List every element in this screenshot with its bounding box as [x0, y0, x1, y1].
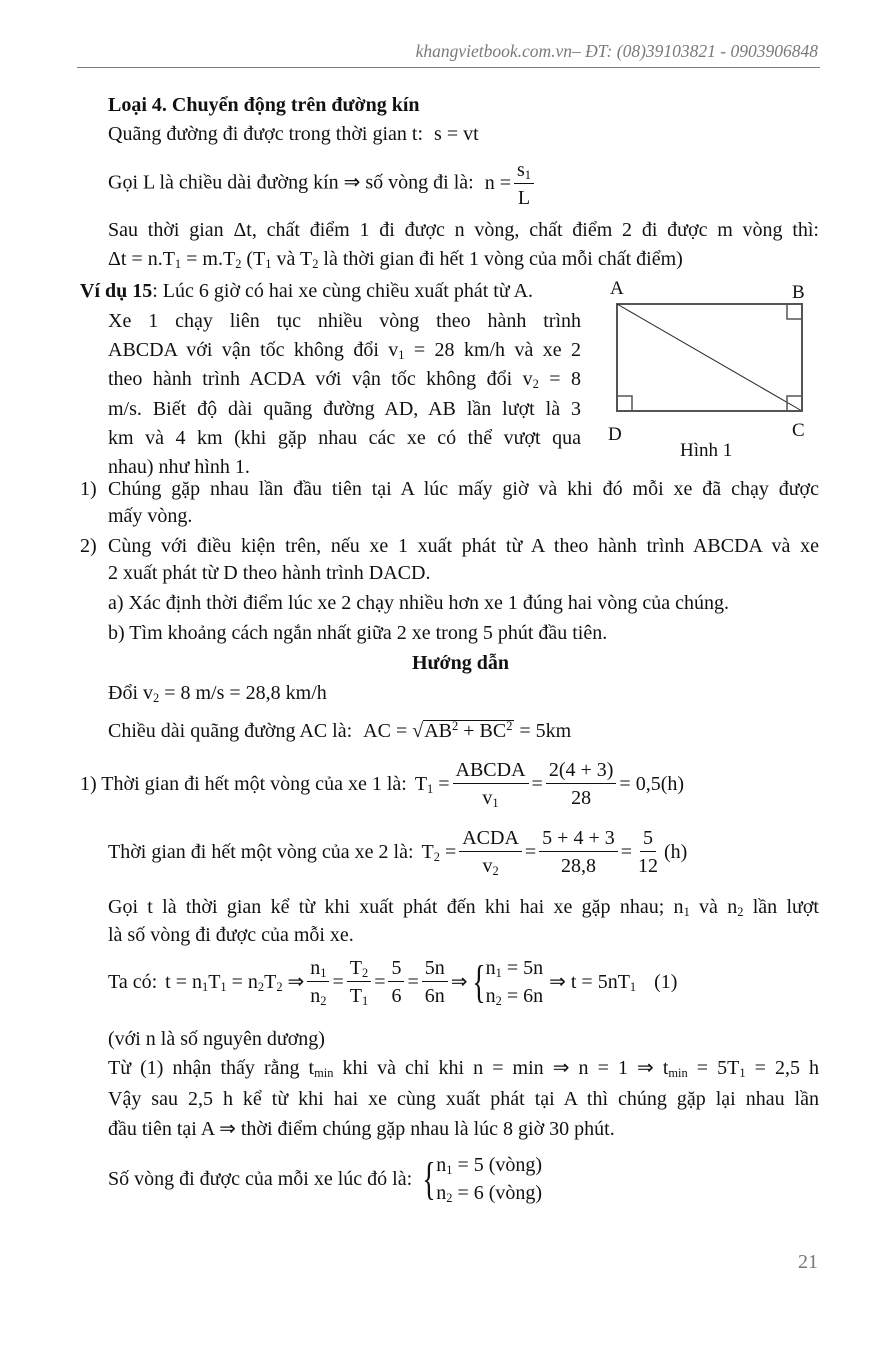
subscript: 1: [629, 980, 637, 995]
fraction: [635, 828, 661, 876]
solution-heading: [0, 653, 893, 673]
denominator: v: [482, 855, 493, 877]
subscript: 2: [235, 257, 242, 272]
text: Gọi t là thời gian kể từ khi xuất phát đến khi hai xe gặp nhau; n: [108, 896, 684, 918]
text: và n: [689, 896, 738, 918]
ac-length-line: [108, 720, 571, 741]
right-angle-b: [787, 304, 802, 319]
superscript: 2: [452, 719, 459, 734]
text: m/s. Biết độ dài quãng đường AD, AB lần lượt là 3: [108, 398, 581, 420]
text: T: [414, 773, 428, 795]
fraction: [539, 828, 618, 876]
text: Số vòng đi được của mỗi xe lúc đó là:: [108, 1168, 413, 1190]
fraction: [514, 160, 534, 208]
text: = 6 (vòng): [452, 1182, 543, 1204]
rectangle-figure: [600, 278, 825, 463]
text: Xe 1 chạy liên tục nhiều vòng theo hành trình: [108, 310, 581, 332]
numerator: 2(4 + 3): [546, 760, 617, 784]
text: + BC: [458, 720, 507, 742]
numerator: ACDA: [459, 828, 522, 852]
text: = 5T: [687, 1057, 740, 1079]
question-1-line-2: mấy vòng.: [108, 505, 193, 527]
text: = n: [226, 971, 258, 993]
denominator: L: [517, 187, 531, 209]
subscript: 1: [495, 966, 502, 981]
text: = 5 (vòng): [452, 1154, 543, 1176]
text: Thời gian đi hết một vòng của xe 2 là:: [108, 841, 414, 863]
text: n: [485, 957, 496, 979]
subscript: 2: [495, 994, 502, 1009]
subscript: min: [668, 1066, 688, 1081]
line-text: Sau thời gian Δt, chất điểm 1 đi được n vòng, chất điểm 2 đi được m vòng thì:: [108, 219, 819, 241]
conversion-line: [108, 682, 327, 706]
text: km và 4 km (khi gặp nhau các xe có thể vượt qua: [108, 427, 581, 449]
sqrt-sign: √: [412, 720, 424, 742]
subscript: 1: [524, 168, 531, 183]
example-line-1: [80, 281, 533, 301]
fraction: [388, 958, 404, 1006]
vertex-a: A: [610, 278, 624, 299]
tmin-line: [108, 1057, 820, 1081]
text: là thời gian đi hết 1 vòng của mỗi chất điểm): [318, 248, 683, 270]
text: : Lúc 6 giờ có hai xe cùng chiều xuất phát từ A.: [152, 280, 534, 302]
vertex-b: B: [792, 282, 805, 303]
right-angle-d: [617, 396, 632, 411]
subscript: 2: [433, 850, 440, 865]
figure-caption: Hình 1: [680, 440, 733, 461]
formula: s = vt: [434, 123, 479, 145]
question-2b: b) Tìm khoảng cách ngắn nhất giữa 2 xe trong 5 phút đầu tiên.: [108, 622, 608, 644]
subscript: 1: [739, 1066, 746, 1081]
example-label: Ví dụ 15: [80, 280, 153, 302]
equation-system: [485, 957, 544, 1009]
line-text: Quãng đường đi được trong thời gian t:: [108, 123, 424, 145]
numerator: 5: [388, 958, 404, 982]
text: n: [436, 1154, 447, 1176]
subscript: 1: [446, 1163, 453, 1178]
section-line-2: [108, 160, 537, 208]
fraction: [422, 958, 448, 1006]
text: = 5n: [501, 957, 544, 979]
question-2-line-1: [108, 536, 819, 556]
heading-text: Hướng dẫn: [411, 652, 509, 674]
example-line-3: [108, 339, 581, 363]
question-1-number: 1): [80, 478, 97, 500]
example-line-2: [108, 311, 581, 331]
denominator: 28: [571, 787, 592, 809]
text: = 28 km/h và xe 2: [404, 339, 581, 361]
text: ABCDA với vận tốc không đổi v: [108, 339, 399, 361]
brace: {: [422, 1153, 436, 1204]
text: = 8 m/s = 28,8 km/h: [159, 682, 327, 704]
subscript: 2: [532, 377, 539, 392]
text: Chúng gặp nhau lần đầu tiên tại A lúc mấy giờ và khi đó mỗi xe đã chạy được: [108, 478, 819, 500]
sqrt-content: [423, 720, 514, 741]
subscript: 1: [320, 966, 327, 981]
text: Từ (1) nhận thấy rằng t: [108, 1057, 315, 1079]
numerator: 5n: [422, 958, 448, 982]
denominator: 28,8: [560, 855, 596, 877]
page-number: 21: [798, 1251, 818, 1273]
text: Vậy sau 2,5 h kể từ khi hai xe cùng xuất phát tại A thì chúng gặp lại nhau lần: [108, 1088, 819, 1110]
example-line-4: [108, 368, 582, 392]
text: ⇒: [282, 971, 305, 993]
numerator: T: [349, 957, 362, 979]
text: = m.T: [181, 248, 236, 270]
subscript: 1: [492, 796, 499, 811]
text: t = n: [165, 971, 202, 993]
question-1-line-1: [108, 479, 819, 499]
question-2a: a) Xác định thời điểm lúc xe 2 chạy nhiều hơn xe 1 đúng hai vòng của chúng.: [108, 592, 729, 614]
subscript: 1: [265, 257, 272, 272]
question-2-number: 2): [80, 535, 97, 557]
page-header: khangvietbook.com.vn– ĐT: (08)39103821 - 0903906848: [415, 41, 818, 61]
text: (T: [241, 248, 266, 270]
subscript: 1: [398, 348, 405, 363]
denominator: 12: [638, 855, 659, 877]
section-title: Loại 4. Chuyển động trên đường kín: [108, 94, 420, 116]
vertex-d: D: [608, 424, 622, 445]
subscript: 2: [257, 980, 265, 995]
text: Δt = n.T: [108, 248, 175, 270]
note-line: (với n là số nguyên dương): [108, 1028, 325, 1050]
subscript: 1: [427, 782, 434, 797]
subscript: 2: [320, 994, 327, 1009]
text: Chiều dài quãng đường AC là:: [108, 720, 353, 742]
example-line-6: [108, 428, 581, 448]
text: AC =: [363, 720, 413, 742]
text: 1) Thời gian đi hết một vòng của xe 1 là:: [80, 773, 407, 795]
denominator: 6n: [424, 985, 445, 1007]
vertex-c: C: [792, 420, 805, 441]
subscript: 2: [312, 257, 319, 272]
subscript: 2: [737, 905, 744, 920]
text: T: [264, 971, 277, 993]
fraction: [453, 759, 529, 811]
example-line-5: [108, 399, 581, 419]
text: = 6n: [501, 985, 544, 1007]
denominator: n: [310, 985, 321, 1007]
subscript: 2: [492, 864, 499, 879]
text: T: [421, 841, 434, 863]
text: theo hành trình ACDA với vận tốc không đổi v: [108, 368, 533, 390]
fraction: [347, 957, 371, 1009]
text: = 5km: [514, 720, 572, 742]
denominator: 6: [391, 985, 402, 1007]
section-line-4: [108, 248, 683, 272]
example-line-7: nhau) như hình 1.: [108, 456, 250, 478]
subscript: 1: [361, 994, 369, 1009]
subscript: 2: [446, 1191, 453, 1206]
equation-label: (1): [654, 971, 678, 993]
fraction: [459, 827, 522, 879]
superscript: 2: [506, 719, 513, 734]
text: n: [436, 1182, 447, 1204]
formula-lhs: n =: [484, 171, 511, 194]
text: = 0,5(h): [619, 773, 685, 795]
subscript: 1: [683, 905, 690, 920]
text: Đổi v: [108, 682, 153, 704]
subscript: 2: [361, 966, 369, 981]
question-2-line-2: 2 xuất phát từ D theo hành trình DACD.: [108, 562, 431, 584]
equation-line: Ta có: $t = n_1T_1 = n_2T_2$ ⇒ $\frac{n_1}{n_2}$ = $\frac{T_2}{T_1}$ = $\frac{5}{6}$ = $\frac{5n}{6n}$ ⇒ { $n_1 = 5n$ $n_2 = 6n$ ⇒ $t = 5nT_1$ (1): [108, 956, 678, 1009]
t2-line: Thời gian đi hết một vòng của xe 2 là: $T_2$ = $\frac{\text{ACDA}}{v_2}$ = $\frac{5 + 4 + 3}{28,8}$ = $\frac{5}{12}$ (h): [108, 827, 688, 879]
subscript: 1: [201, 980, 209, 995]
definition-line-2: là số vòng đi được của mỗi xe.: [108, 924, 354, 946]
numerator: 5: [640, 828, 656, 852]
numerator: n: [310, 957, 321, 979]
section-line-1: [108, 124, 479, 144]
fraction: [546, 760, 617, 808]
text: lần lượt: [743, 896, 819, 918]
text: = 8: [538, 368, 582, 390]
subscript: 2: [153, 691, 160, 706]
text: AB: [424, 720, 453, 742]
numerator: 5 + 4 + 3: [539, 828, 618, 852]
subscript: 1: [174, 257, 182, 272]
section-line-3: [108, 220, 819, 240]
text: Cùng với điều kiện trên, nếu xe 1 xuất phát từ A theo hành trình ABCDA và xe: [108, 535, 819, 557]
subscript: min: [314, 1066, 334, 1081]
conclusion-line-2: đầu tiên tại A ⇒ thời điểm chúng gặp nhau là lúc 8 giờ 30 phút.: [108, 1118, 615, 1140]
text: = 2,5 h: [745, 1057, 820, 1079]
subscript: 1: [220, 980, 227, 995]
header-rule: [77, 67, 820, 68]
brace: {: [471, 956, 486, 1007]
text: T: [208, 971, 221, 993]
text: Ta có:: [108, 971, 158, 993]
denominator: T: [349, 985, 362, 1007]
subscript: 2: [276, 980, 283, 995]
text: n: [485, 985, 496, 1007]
numerator: s: [517, 159, 525, 181]
denominator: v: [482, 787, 493, 809]
t1-line: 1) Thời gian đi hết một vòng của xe 1 là: $T_1$ = $\frac{\text{ABCDA}}{v_1}$ = $\frac{2(4 + 3)}{28}$ = 0,5(h): [80, 759, 685, 811]
rounds-line: [108, 1153, 543, 1206]
text: khi và chỉ khi n = min ⇒ n = 1 ⇒ t: [333, 1057, 669, 1079]
rounds-system: [436, 1154, 543, 1206]
fraction: [307, 957, 329, 1009]
text: ⇒ t = 5nT: [549, 971, 630, 993]
diagonal-ac: [617, 304, 802, 411]
text: (h): [664, 841, 688, 863]
line-text: Gọi L là chiều dài đường kín ⇒ số vòng đi là:: [108, 171, 474, 194]
numerator: ABCDA: [453, 760, 529, 784]
definition-line-1: [108, 896, 819, 920]
text: và T: [271, 248, 313, 270]
conclusion-line-1: [108, 1089, 819, 1109]
